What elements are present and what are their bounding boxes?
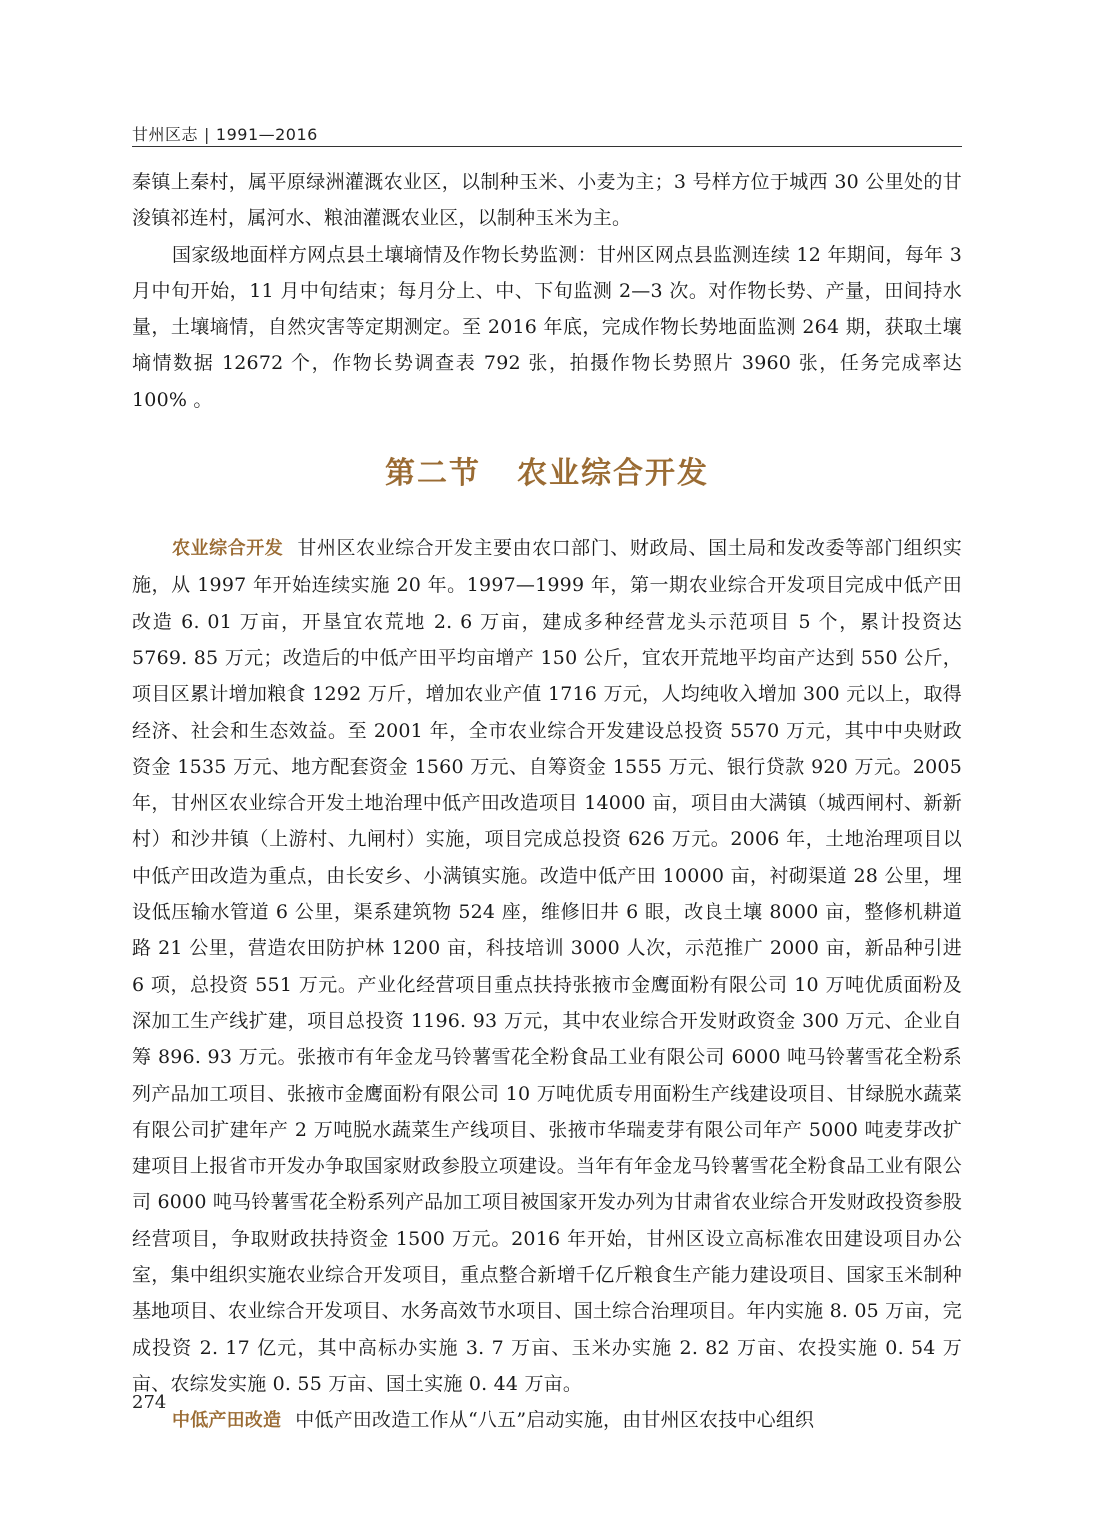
entry-lead-low-yield-field: 中低产田改造 [172, 1410, 282, 1432]
page-body [132, 164, 962, 1440]
page-number: 274 [132, 1392, 167, 1413]
section-number: 第二节 [385, 456, 481, 492]
running-head [132, 122, 318, 145]
entry-text-low-yield-field: 中低产田改造工作从“八五”启动实施，由甘州区农技中心组织 [295, 1409, 815, 1432]
header-separator: | [204, 125, 210, 144]
header-rule [132, 146, 962, 147]
entry-low-yield-field [132, 1402, 962, 1439]
entry-lead-agricultural-development: 农业综合开发 [172, 538, 284, 560]
section-heading [132, 448, 962, 492]
section-title: 农业综合开发 [517, 456, 709, 492]
entry-agricultural-development [132, 530, 962, 1402]
entry-text-agricultural-development: 甘州区农业综合开发主要由农口部门、财政局、国土局和发改委等部门组织实施，从 1997 年开始连续实施 20 年。1997—1999 年，第一期农业综合开发项目完成中低产田改造 6. 01 万亩，开垦宜农荒地 2. 6 万亩，建成多种经营龙头示范项目 5 个，累计投资达 5769. 85 万元；改造后的中低产田平均亩增产 150 公斤，宜农开荒地平均亩产达到 550 公斤，项目区累计增加粮食 1292 万斤，增加农业产值 1716 万元，人均纯收入增加 300 元以上，取得经济、社会和生态效益。至 2001 年，全市农业综合开发建设总投资 5570 万元，其中中央财政资金 1535 万元、地方配套资金 1560 万元、自筹资金 1555 万元、银行贷款 920 万元。2005 年，甘州区农业综合开发土地治理中低产田改造项目 14000 亩，项目由大满镇（城西闸村、新新村）和沙井镇（上游村、九闸村）实施，项目完成总投资 626 万元。2006 年，土地治理项目以中低产田改造为重点，由长安乡、小满镇实施。改造中低产田 10000 亩，衬砌渠道 28 公里，埋设低压输水管道 6 公里，渠系建筑物 524 座，维修旧井 6 眼，改良土壤 8000 亩，整修机耕道路 21 公里，营造农田防护林 1200 亩，科技培训 3000 人次，示范推广 2000 亩，新品种引进 6 项，总投资 551 万元。产业化经营项目重点扶持张掖市金鹰面粉有限公司 10 万吨优质面粉及深加工生产线扩建，项目总投资 1196. 93 万元，其中农业综合开发财政资金 300 万元、企业自筹 896. 93 万元。张掖市有年金龙马铃薯雪花全粉食品工业有限公司 6000 吨马铃薯雪花全粉系列产品加工项目、张掖市金鹰面粉有限公司 10 万吨优质专用面粉生产线建设项目、甘绿脱水蔬菜有限公司扩建年产 2 万吨脱水蔬菜生产线项目、张掖市华瑞麦芽有限公司年产 5000 吨麦芽改扩建项目上报省市开发办争取国家财政参股立项建设。当年有年金龙马铃薯雪花全粉食品工业有限公司 6000 吨马铃薯雪花全粉系列产品加工项目被国家开发办列为甘肃省农业综合开发财政投资参股经营项目，争取财政扶持资金 1500 万元。2016 年开始，甘州区设立高标准农田建设项目办公室，集中组织实施农业综合开发项目，重点整合新增千亿斤粮食生产能力建设项目、国家玉米制种基地项目、农业综合开发项目、水务高效节水项目、国土综合治理项目。年内实施 8. 05 万亩，完成投资 2. 17 亿元，其中高标办实施 3. 7 万亩、玉米办实施 2. 82 万亩、农投实施 0. 54 万亩、农综发实施 0. 55 万亩、国土实施 0. 44 万亩。 [132, 537, 962, 1395]
book-years: 1991—2016 [215, 125, 318, 144]
paragraph-continued: 秦镇上秦村，属平原绿洲灌溉农业区，以制种玉米、小麦为主；3 号样方位于城西 30 公里处的甘浚镇祁连村，属河水、粮油灌溉农业区，以制种玉米为主。 [132, 171, 962, 230]
book-title: 甘州区志 [132, 125, 199, 144]
paragraph-monitoring: 国家级地面样方网点县土壤墒情及作物长势监测：甘州区网点县监测连续 12 年期间，每年 3 月中旬开始，11 月中旬结束；每月分上、中、下旬监测 2—3 次。对作物长势、产量，田间持水量，土壤墒情，自然灾害等定期测定。至 2016 年底，完成作物长势地面监测 264 期，获取土壤墒情数据 12672 个，作物长势调查表 792 张，拍摄作物长势照片 3960 张，任务完成率达 100% 。 [132, 243, 962, 411]
